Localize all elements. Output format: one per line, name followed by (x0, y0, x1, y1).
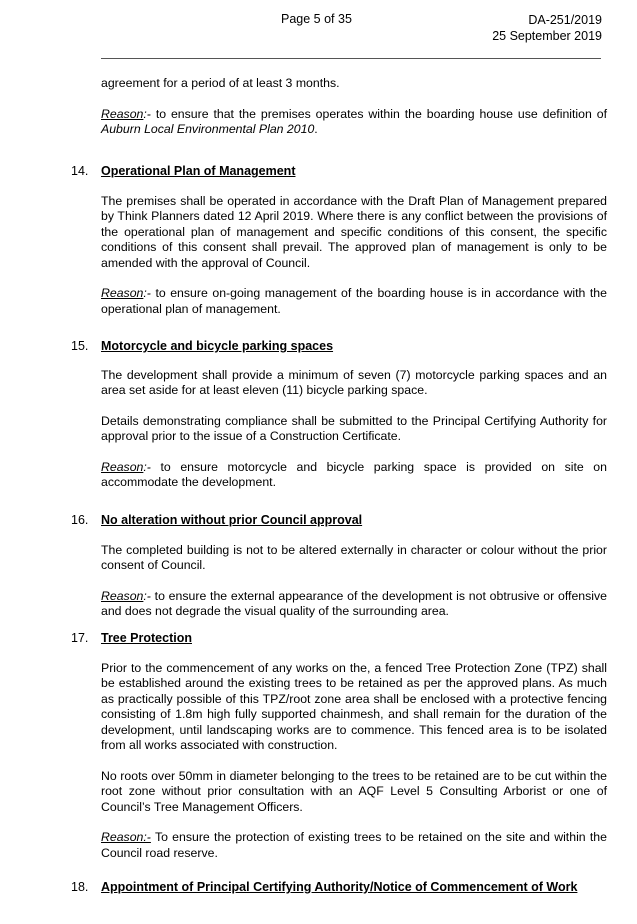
condition-14 (101, 164, 607, 317)
condition-16 (101, 513, 607, 620)
document-date: 25 September 2019 (492, 29, 602, 43)
condition-reason (101, 830, 607, 861)
reason-text: to ensure the external appearance of the development is not obtrusive or offensive and does not degrade the visual quality of the surrounding area. (101, 588, 607, 618)
reason-text: to ensure on-going management of the boarding house is in accordance with the operational plan of management. (101, 286, 607, 316)
reason-italic: Auburn Local Environmental Plan 2010 (101, 122, 315, 136)
condition-title: Operational Plan of Management (101, 164, 296, 178)
reason-label: Reason (101, 588, 144, 603)
condition-paragraph: No roots over 50mm in diameter belonging to the trees to be retained are to be cut within the root zone without prior consultation with an AQF Level 5 Consulting Arborist or one of Council’s Tree Management Officers. (101, 768, 607, 814)
condition-14-number: 14. (71, 164, 89, 178)
condition-18 (101, 880, 607, 896)
condition-paragraph: The premises shall be operated in accordance with the Draft Plan of Management prepared by Think Planners dated 12 April 2019. Where there is any conflict between the provisions of the operational plan of management and specific conditions of this consent, the specific conditions of this consent shall prevail. The approved plan of management is only to be amended with the approval of Council. (101, 193, 607, 270)
condition-18-number: 18. (71, 880, 89, 894)
header-rule (101, 58, 601, 59)
intro-text: agreement for a period of at least 3 months. (101, 76, 340, 90)
condition-16-number: 16. (71, 513, 89, 527)
intro-reason: Reason:- to ensure that the premises operates within the boarding house use definition of Auburn Local Environmental Plan 2010. (101, 106, 607, 136)
condition-reason: Reason:- to ensure motorcycle and bicycle parking space is provided on site on accommodate the development. (101, 459, 607, 489)
condition-reason: Reason:- to ensure the external appearance of the development is not obtrusive or offensive and does not degrade the visual quality of the surrounding area. (101, 588, 607, 618)
condition-15 (101, 339, 607, 491)
intro-section (101, 76, 607, 138)
condition-paragraph: The completed building is not to be altered externally in character or colour without the prior consent of Council. (101, 542, 607, 572)
da-number: DA-251/2019 (528, 13, 602, 27)
reason-text: to ensure motorcycle and bicycle parking space is provided on site on accommodate the development. (101, 459, 607, 489)
condition-paragraph: Prior to the commencement of any works on the, a fenced Tree Protection Zone (TPZ) shall be established around the existing trees to be retained as per the approved plans. As much as practically possible of this TPZ/root zone area shall be enclosed with a protective fencing consisting of 1.8m high fully supported chainmesh, and shall remain for the duration of the development, until landscaping works are to commence. This fenced area is to be isolated from all works associated with construction. (101, 660, 607, 752)
condition-title: No alteration without prior Council approval (101, 513, 363, 527)
page-number: Page 5 of 35 (281, 12, 352, 26)
reason-text: to ensure that the premises operates within the boarding house use definition of (155, 106, 607, 121)
condition-title: Motorcycle and bicycle parking spaces (101, 339, 334, 353)
reason-label: Reason:- (101, 830, 151, 844)
condition-paragraph: The development shall provide a minimum of seven (7) motorcycle parking spaces and an area set aside for at least eleven (11) bicycle parking space. (101, 367, 607, 397)
condition-title: Appointment of Principal Certifying Authority/Notice of Commencement of Work (101, 880, 578, 894)
condition-17 (101, 631, 607, 861)
condition-15-number: 15. (71, 339, 89, 353)
reason-text: To ensure the protection of existing trees to be retained on the site and within the Council road reserve. (101, 830, 607, 860)
condition-reason: Reason:- to ensure on-going management of the boarding house is in accordance with the operational plan of management. (101, 286, 607, 316)
reason-label: Reason (101, 459, 144, 474)
condition-17-number: 17. (71, 631, 89, 645)
document-reference (492, 12, 602, 44)
condition-paragraph: Details demonstrating compliance shall be submitted to the Principal Certifying Authority for approval prior to the issue of a Construction Certificate. (101, 413, 607, 443)
condition-title: Tree Protection (101, 631, 192, 645)
reason-label: Reason (101, 106, 144, 121)
reason-label: Reason (101, 286, 144, 300)
